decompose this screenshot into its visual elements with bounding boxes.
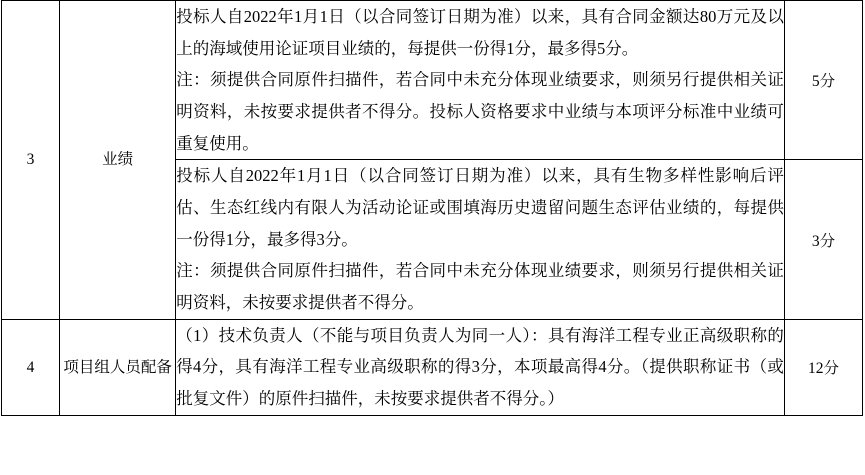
table-row xyxy=(2,1,863,160)
row-score-cell xyxy=(784,1,862,160)
description-paragraph: 投标人自2022年1月1日（以合同签订日期为准）以来，具有生物多样性影响后评估、生态红线内有限人为活动论证或围填海历史遗留问题生态评估业绩的，每提供一份得1分，最多得3分。 xyxy=(176,166,784,249)
row-score-cell xyxy=(784,319,862,415)
table-row xyxy=(2,319,863,415)
row-score: 12分 xyxy=(807,360,839,378)
row-number-cell xyxy=(2,319,60,415)
row-number: 3 xyxy=(26,151,35,169)
row-number-cell xyxy=(2,1,60,320)
row-description-cell xyxy=(176,160,785,319)
row-description-cell xyxy=(176,1,785,160)
description-paragraph: 投标人自2022年1月1日（以合同签订日期为准）以来，具有合同金额达80万元及以上的海域使用论证项目业绩的，每提供一份得1分，最多得5分。 xyxy=(176,7,784,58)
row-description-cell xyxy=(176,319,785,415)
description-note: 注：须提供合同原件扫描件，若合同中未充分体现业绩要求，则须另行提供相关证明资料，未按要求提供者不得分。投标人资格要求中业绩与本项评分标准中业绩可重复使用。 xyxy=(176,70,784,153)
row-item-label: 业绩 xyxy=(102,151,134,169)
row-item-cell xyxy=(60,1,176,320)
row-item-cell xyxy=(60,319,176,415)
scoring-criteria-table xyxy=(1,0,863,416)
description-note: 注：须提供合同原件扫描件，若合同中未充分体现业绩要求，则须另行提供相关证明资料，未按要求提供者不得分。 xyxy=(176,261,784,313)
row-score-cell xyxy=(784,160,862,319)
row-number: 4 xyxy=(26,358,35,376)
row-item-label: 项目组人员配备 xyxy=(63,358,172,376)
row-score: 3分 xyxy=(811,232,836,250)
row-score: 5分 xyxy=(811,73,836,91)
description-paragraph: （1）技术负责人（不能与项目负责人为同一人）：具有海洋工程专业正高级职称的得4分，具有海洋工程专业高级职称的得3分，本项最高得4分。（提供职称证书（或批复文件）的原件扫描件，未按要求提供者不得分。） xyxy=(176,325,784,409)
